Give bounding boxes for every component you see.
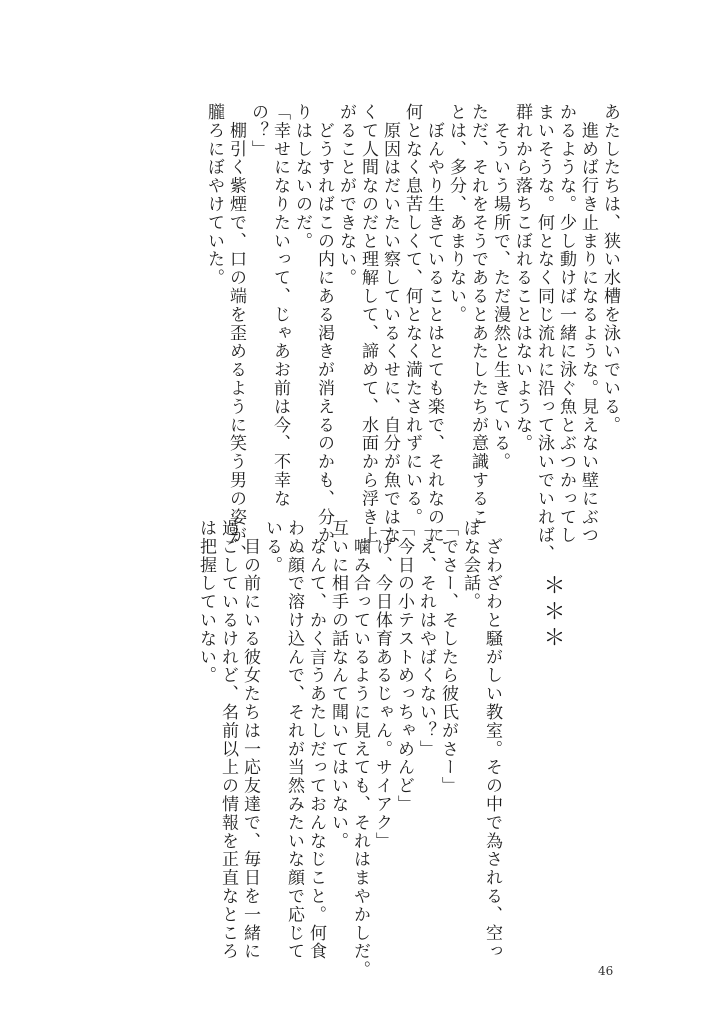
- text-column: 群れから落ちこぼれることはないような。: [512, 103, 532, 453]
- text-column: どうすればこの内にある渇きが消えるのかも、分か: [314, 103, 334, 545]
- text-column: ざわざわと騒がしい教室。その中で為される、空っ: [482, 519, 502, 961]
- text-column: 朧ろにぼやけていた。: [204, 103, 224, 287]
- text-column: 「げ、今日体育あるじゃん。サイアク」: [372, 519, 392, 851]
- text-column: わぬ顔で溶け込んで、それが当然みたいな顔で応じて: [284, 519, 304, 961]
- section-separator: ＊＊＊: [540, 574, 565, 652]
- text-column: 何となく息苦しくて、何となく満たされずにいる。: [402, 103, 422, 527]
- text-column: 「今日の小テストめっちゃめんど」: [394, 519, 414, 814]
- text-column: くて人間なのだと理解して、諦めて、水面から浮き上: [358, 103, 378, 545]
- text-column: 棚引く紫煙で、口の端を歪めるように笑う男の姿が、: [226, 103, 246, 563]
- text-column: りはしないのだ。: [292, 103, 312, 251]
- text-column: あたしたちは、狭い水槽を泳いでいる。: [600, 103, 620, 435]
- text-column: ただ、それをそうであるとあたしたちが意識するこ: [468, 103, 488, 527]
- text-column: なんて、かく言うあたしだっておんなじこと。何食: [306, 519, 326, 961]
- text-column: 噛み合っているように見えても、それはまやかしだ。: [350, 519, 370, 979]
- text-column: ぼんやり生きていることはとても楽で、それなのに: [424, 103, 444, 545]
- text-column: 原因はだいたい察しているくせに、自分が魚ではな: [380, 103, 400, 545]
- text-column: 目の前にいる彼女たちは一応友達で、毎日を一緒に: [240, 519, 260, 961]
- text-column: がることができない。: [336, 103, 356, 287]
- text-column: の？」: [248, 103, 268, 159]
- text-column: そういう場所で、ただ漫然と生きている。: [490, 103, 510, 471]
- text-column: ぽな会話。: [460, 519, 480, 611]
- text-column: 「でさー、そしたら彼氏がさー」: [438, 519, 458, 795]
- text-column: 進めば行き止まりになるような。見えない壁にぶつ: [578, 103, 598, 545]
- text-column: 互いに相手の話なんて聞いてはいない。: [328, 519, 348, 851]
- text-column: いる。: [262, 519, 282, 575]
- text-column: 「幸せになりたいって、じゃあお前は今、不幸な: [270, 103, 290, 508]
- text-column: 過ごしているけれど、名前以上の情報を正直なところ: [218, 519, 238, 961]
- text-column: かるような。少し動けば一緒に泳ぐ魚とぶつかってし: [556, 103, 576, 545]
- text-column: とは、多分、あまりない。: [446, 103, 466, 324]
- text-column: は把握していない。: [196, 519, 216, 685]
- text-column: まいそうな。何となく同じ流れに沿って泳いでいれば、: [534, 103, 554, 563]
- text-column: 「え、それはやばくない？」: [416, 519, 436, 759]
- page-number: 46: [598, 964, 614, 978]
